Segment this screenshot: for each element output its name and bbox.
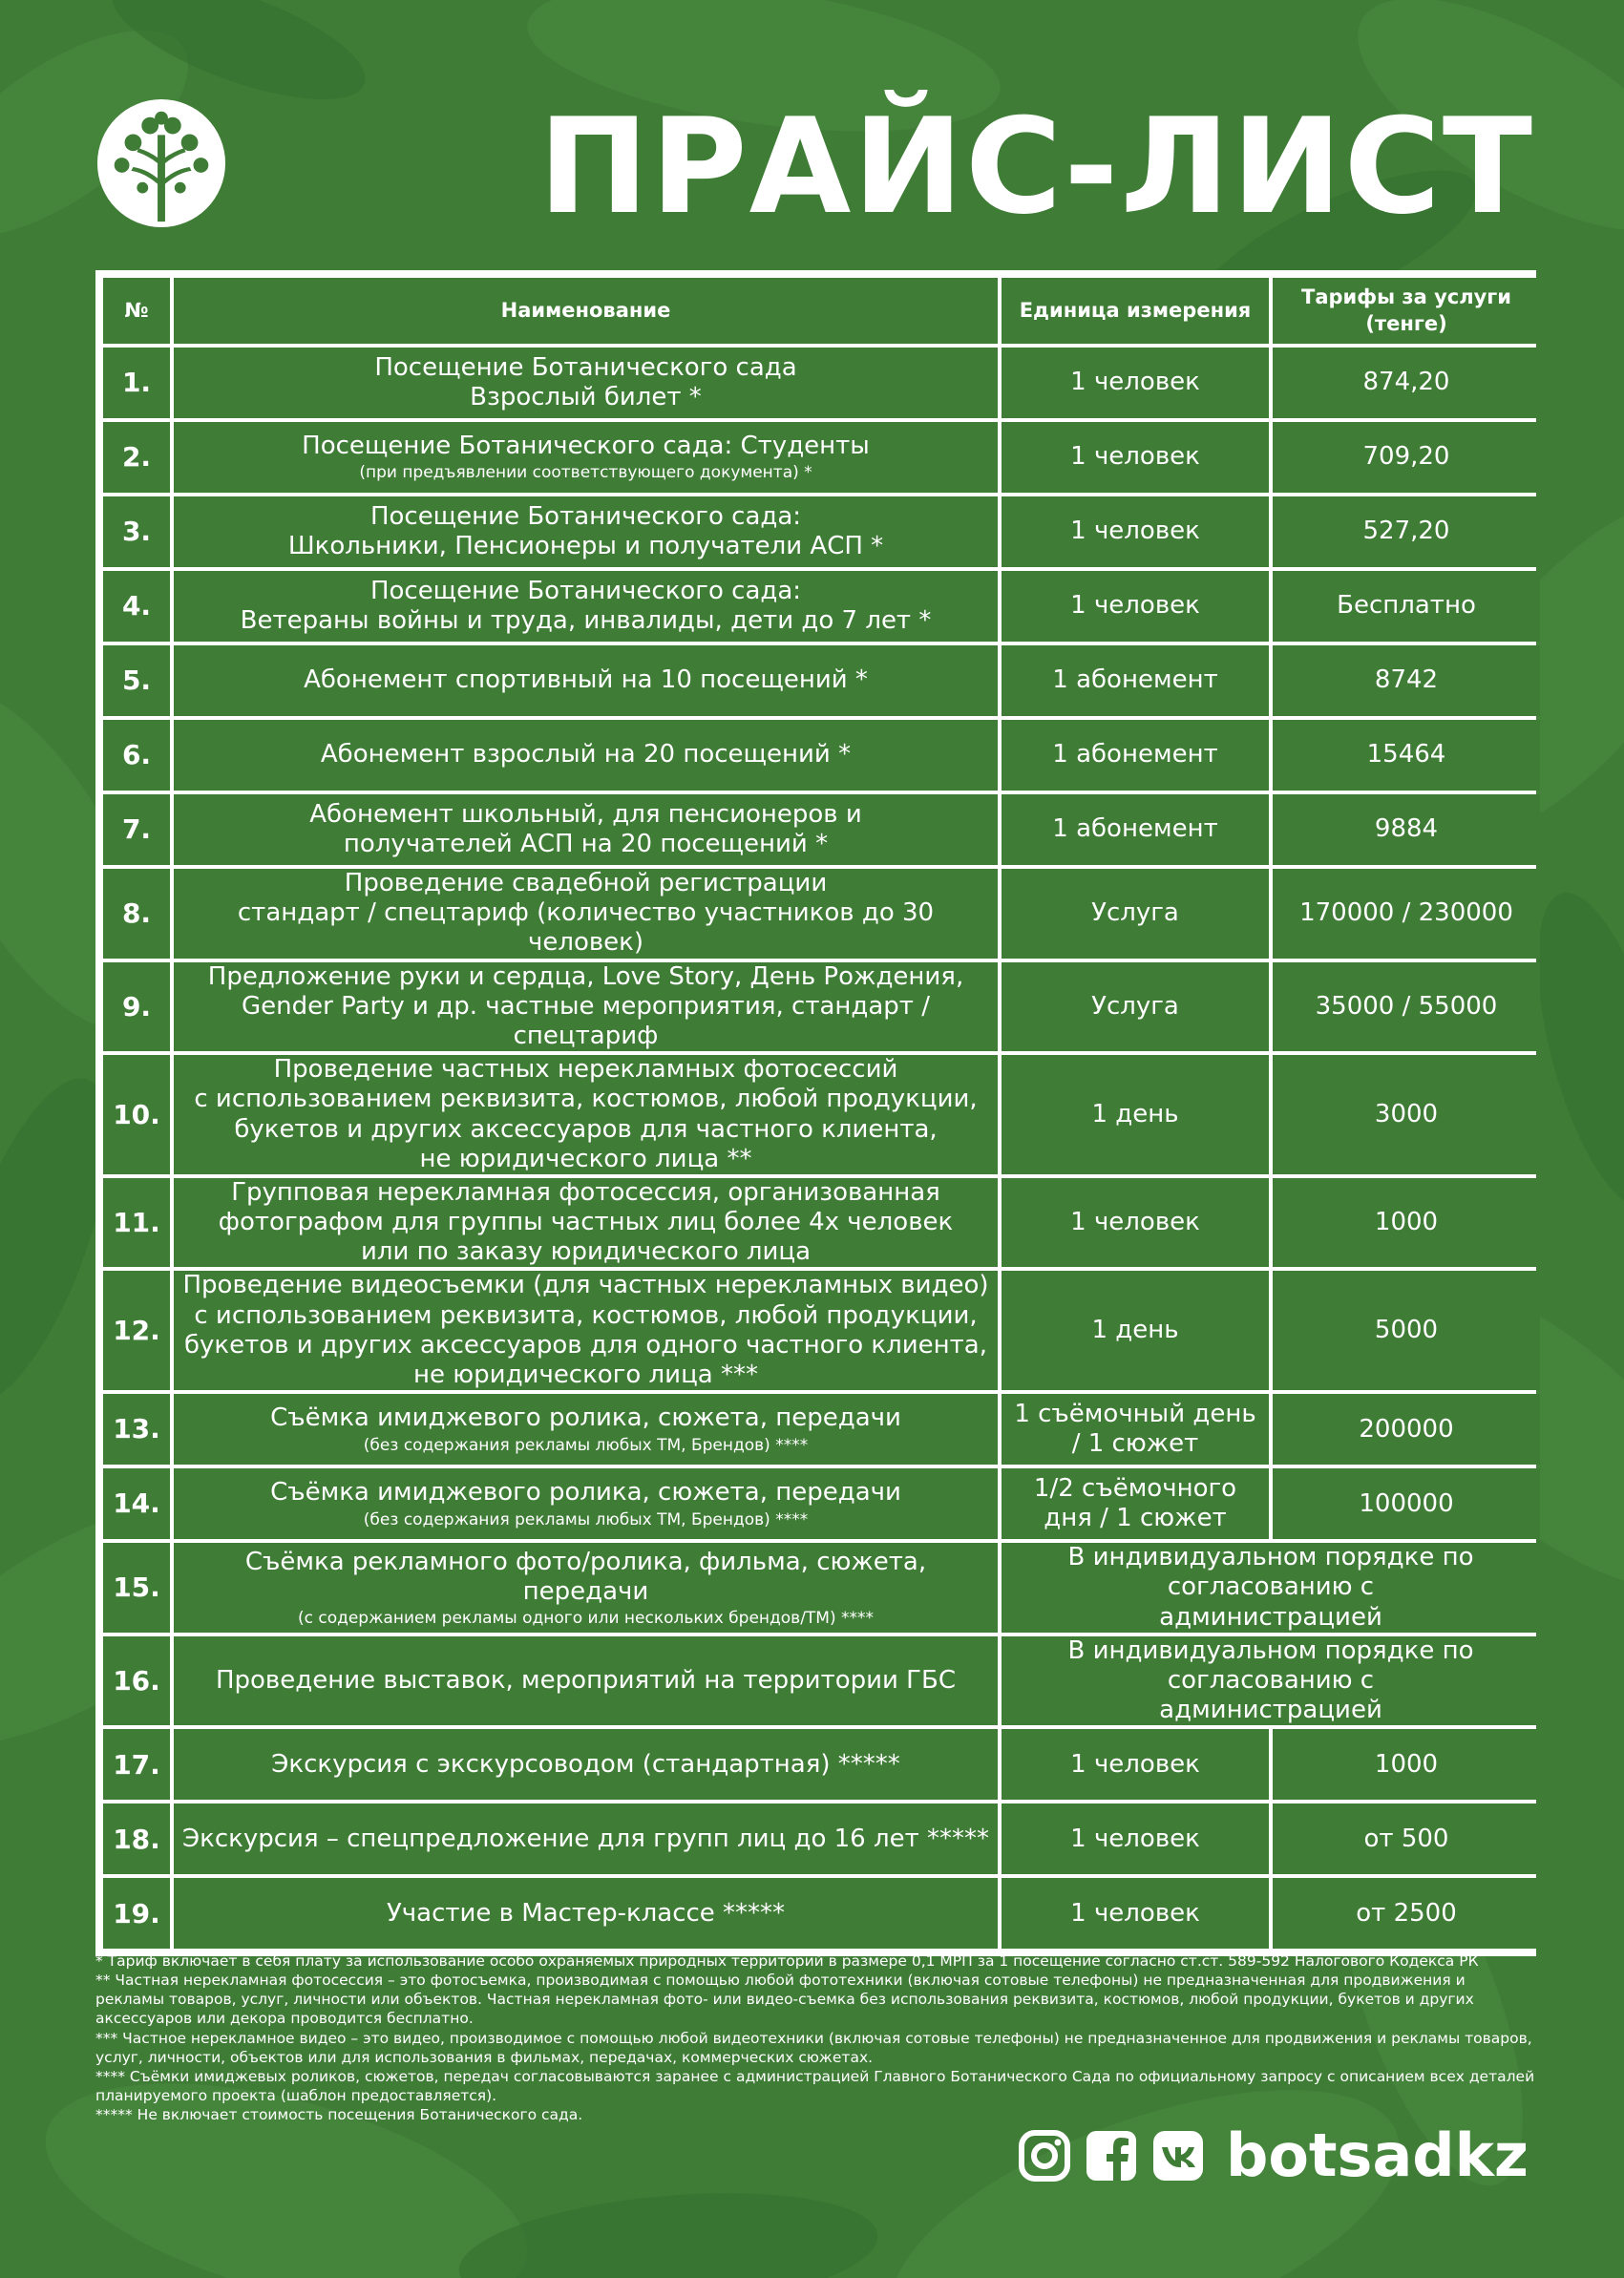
table-row <box>103 794 1540 865</box>
row-name-line: Съёмка имиджевого ролика, сюжета, передачи <box>270 1478 901 1508</box>
row-name-line: Абонемент спортивный на 10 посещений * <box>304 665 868 695</box>
table-row <box>103 1803 1540 1874</box>
row-number: 13. <box>103 1394 170 1465</box>
row-name-line: с использованием реквизита, костюмов, любой продукции, <box>194 1085 978 1114</box>
row-number: 3. <box>103 496 170 567</box>
row-name-line: получателей АСП на 20 посещений * <box>343 830 829 858</box>
row-number: 9. <box>103 962 170 1052</box>
row-unit: 1 человек <box>1002 496 1269 567</box>
row-name-line: Предложение руки и сердца, Love Story, День Рождения, <box>207 961 964 991</box>
row-number: 11. <box>103 1178 170 1268</box>
row-unit: 1 день <box>1002 1271 1269 1390</box>
row-price: 35000 / 55000 <box>1273 962 1540 1052</box>
row-name-line: Посещение Ботанического сада: <box>369 501 802 531</box>
row-name <box>174 348 998 418</box>
row-price: 170000 / 230000 <box>1273 869 1540 959</box>
row-number: 7. <box>103 794 170 865</box>
row-name <box>174 422 998 493</box>
header-price: Тарифы за услуги (тенге) <box>1273 278 1540 344</box>
table-row <box>103 1636 1540 1726</box>
row-number: 1. <box>103 348 170 418</box>
row-number: 15. <box>103 1543 170 1633</box>
row-name <box>174 1543 998 1633</box>
row-name <box>174 1271 998 1390</box>
table-header-row <box>103 278 1540 344</box>
row-unit: 1 человек <box>1002 1803 1269 1874</box>
tree-logo-icon <box>95 97 227 229</box>
row-price: 9884 <box>1273 794 1540 865</box>
footnote: ***** Не включает стоимость посещения Ботанического сада. <box>95 2106 583 2124</box>
row-price: 1000 <box>1273 1178 1540 1268</box>
row-name <box>174 962 998 1052</box>
row-price: 1000 <box>1273 1729 1540 1800</box>
row-name-line: Групповая нерекламная фотосессия, организованная <box>231 1177 940 1207</box>
social-links <box>1018 2118 1529 2194</box>
row-terms-merged: В индивидуальном порядке по согласованию с администрацией <box>1002 1636 1540 1726</box>
table-row <box>103 348 1540 418</box>
row-name-line: Посещение Ботанического сада: <box>369 576 802 605</box>
row-number: 2. <box>103 422 170 493</box>
row-note: (с содержанием рекламы одного или нескольких брендов/ТМ) **** <box>297 1608 875 1628</box>
table-row <box>103 869 1540 959</box>
row-name <box>174 1729 998 1800</box>
row-name-line: Участие в Мастер-классе ***** <box>386 1898 786 1928</box>
row-name-line: Проведение выставок, мероприятий на территории ГБС <box>215 1665 957 1695</box>
row-number: 18. <box>103 1803 170 1874</box>
row-price: 3000 <box>1273 1055 1540 1174</box>
footnote: * Тариф включает в себя плату за использование особо охраняемых природных территорий в размере 0,1 МРП за 1 посещение согласно ст.ст. 589-592 Налогового Кодекса РК <box>95 1952 1479 1970</box>
table-row <box>103 496 1540 567</box>
table-row <box>103 962 1540 1052</box>
row-price: 527,20 <box>1273 496 1540 567</box>
row-name <box>174 1636 998 1726</box>
table-row <box>103 1055 1540 1174</box>
table-row <box>103 1468 1540 1539</box>
price-table <box>95 270 1536 1956</box>
social-handle[interactable]: botsadkz <box>1225 2120 1529 2190</box>
row-name <box>174 1468 998 1539</box>
row-number: 8. <box>103 869 170 959</box>
row-name-line: Экскурсия – спецпредложение для групп лиц до 16 лет ***** <box>182 1824 989 1853</box>
row-name-line: фотографом для группы частных лиц более 4х человек <box>218 1208 954 1237</box>
row-name <box>174 1878 998 1949</box>
row-name-line: Съёмка имиджевого ролика, сюжета, передачи <box>270 1403 901 1433</box>
row-unit: Услуга <box>1002 869 1269 959</box>
row-name <box>174 1055 998 1174</box>
row-name-line: Проведение свадебной регистрации <box>344 869 828 897</box>
row-number: 19. <box>103 1878 170 1949</box>
row-unit: 1 абонемент <box>1002 794 1269 865</box>
row-name-line: Съёмка рекламного фото/ролика, фильма, сюжета, передачи <box>244 1547 927 1606</box>
row-number: 5. <box>103 645 170 716</box>
row-unit: 1 абонемент <box>1002 720 1269 791</box>
instagram-icon[interactable] <box>1018 2129 1071 2183</box>
row-price: 874,20 <box>1273 348 1540 418</box>
row-name-line: Взрослый билет * <box>470 383 702 411</box>
row-price: 100000 <box>1273 1468 1540 1539</box>
row-name-line: Абонемент взрослый на 20 посещений * <box>320 740 852 770</box>
table-row <box>103 1878 1540 1949</box>
row-price: 5000 <box>1273 1271 1540 1390</box>
header-unit: Единица измерения <box>1002 278 1269 344</box>
row-name-line: стандарт / спецтариф (количество участников до 30 человек) <box>237 898 935 958</box>
row-name-line: или по заказу юридического лица <box>360 1237 812 1267</box>
row-price: 15464 <box>1273 720 1540 791</box>
table-row <box>103 720 1540 791</box>
table-row <box>103 422 1540 493</box>
row-name-line: Экскурсия с экскурсоводом (стандартная) ***** <box>271 1749 900 1779</box>
row-name <box>174 720 998 791</box>
row-number: 17. <box>103 1729 170 1800</box>
row-name-line: Ветераны войны и труда, инвалиды, дети до 7 лет * <box>240 606 932 635</box>
row-unit: Услуга <box>1002 962 1269 1052</box>
footnotes <box>95 1951 1537 2124</box>
row-unit: 1 съёмочный день / 1 сюжет <box>1002 1394 1269 1465</box>
row-note: (при предъявлении соответствующего документа) * <box>359 463 812 483</box>
row-name-line: Gender Party и др. частные мероприятия, стандарт / спецтариф <box>242 991 930 1050</box>
row-note: (без содержания рекламы любых ТМ, Брендов) **** <box>363 1509 809 1529</box>
row-unit: 1 человек <box>1002 1178 1269 1268</box>
row-number: 4. <box>103 571 170 642</box>
table-row <box>103 1271 1540 1390</box>
row-name <box>174 1178 998 1268</box>
row-unit: 1/2 съёмочного дня / 1 сюжет <box>1002 1468 1269 1539</box>
footnote: *** Частное нерекламное видео – это видео, производимое с помощью любой видеотехники (включая сотовые телефоны) не предназначенное для продвижения и рекламы товаров, услуг, личности, объектов или для использования в фильмах, передачах, коммерческих сюжетах. <box>95 2029 1532 2066</box>
header-name: Наименование <box>174 278 998 344</box>
row-price: 200000 <box>1273 1394 1540 1465</box>
table-row <box>103 1729 1540 1800</box>
row-terms-merged: В индивидуальном порядке по согласованию с администрацией <box>1002 1543 1540 1633</box>
row-name-line: Проведение видеосъемки (для частных нерекламных видео) <box>182 1271 989 1300</box>
table-body <box>103 348 1540 1949</box>
table-row <box>103 1394 1540 1465</box>
row-note: (без содержания рекламы любых ТМ, Брендов) **** <box>363 1435 809 1455</box>
row-name <box>174 571 998 642</box>
row-name-line: Абонемент школьный, для пенсионеров и <box>309 799 862 829</box>
row-unit: 1 день <box>1002 1055 1269 1174</box>
row-name-line: Посещение Ботанического сада <box>374 352 797 382</box>
row-name-line: с использованием реквизита, костюмов, любой продукции, <box>194 1300 978 1330</box>
row-number: 10. <box>103 1055 170 1174</box>
row-price: от 2500 <box>1273 1878 1540 1949</box>
vk-icon[interactable] <box>1151 2129 1205 2183</box>
row-name <box>174 1803 998 1874</box>
row-number: 6. <box>103 720 170 791</box>
row-unit: 1 человек <box>1002 348 1269 418</box>
footnote: **** Съёмки имиджевых роликов, сюжетов, передач согласовываются заранее с администрацией Главного Ботанического Сада по официальному запросу с описанием всех деталей планируемого проекта (шаблон предоставляется). <box>95 2067 1535 2104</box>
row-name <box>174 1394 998 1465</box>
page-title: ПРАЙС-ЛИСТ <box>538 90 1534 243</box>
row-number: 12. <box>103 1271 170 1390</box>
row-name-line: букетов и других аксессуаров для частного клиента, <box>234 1114 938 1144</box>
row-name <box>174 496 998 567</box>
row-name <box>174 794 998 865</box>
row-unit: 1 человек <box>1002 571 1269 642</box>
row-name-line: не юридического лица ** <box>419 1144 752 1173</box>
row-name-line: букетов и других аксессуаров для одного частного клиента, <box>184 1330 987 1360</box>
row-name <box>174 869 998 959</box>
table-row <box>103 1178 1540 1268</box>
footnote: ** Частная нерекламная фотосессия – это фотосъемка, производимая с помощью любой фототехники (включая сотовые телефоны) не предназначенная для продвижения и рекламы товаров, услуг, личности или объектов. Частная нерекламная фото- или видео-съемка без использования реквизита, костюмов, любой продукции, букетов и других аксессуаров или декора проводится бесплатно. <box>95 1972 1474 2028</box>
price-table-grid <box>99 274 1544 1952</box>
table-row <box>103 571 1540 642</box>
header-number: № <box>103 278 170 344</box>
table-row <box>103 1543 1540 1633</box>
facebook-icon[interactable] <box>1085 2129 1138 2183</box>
row-price: 8742 <box>1273 645 1540 716</box>
row-unit: 1 человек <box>1002 1729 1269 1800</box>
row-name <box>174 645 998 716</box>
row-name-line: Проведение частных нерекламных фотосессий <box>273 1055 898 1085</box>
row-name-line: Школьники, Пенсионеры и получатели АСП * <box>287 532 884 560</box>
row-price: от 500 <box>1273 1803 1540 1874</box>
row-number: 14. <box>103 1468 170 1539</box>
row-unit: 1 абонемент <box>1002 645 1269 716</box>
row-price: Бесплатно <box>1273 571 1540 642</box>
row-unit: 1 человек <box>1002 1878 1269 1949</box>
row-number: 16. <box>103 1636 170 1726</box>
table-row <box>103 645 1540 716</box>
row-name-line: Посещение Ботанического сада: Студенты <box>302 432 870 461</box>
row-price: 709,20 <box>1273 422 1540 493</box>
row-unit: 1 человек <box>1002 422 1269 493</box>
row-name-line: не юридического лица *** <box>413 1360 758 1389</box>
